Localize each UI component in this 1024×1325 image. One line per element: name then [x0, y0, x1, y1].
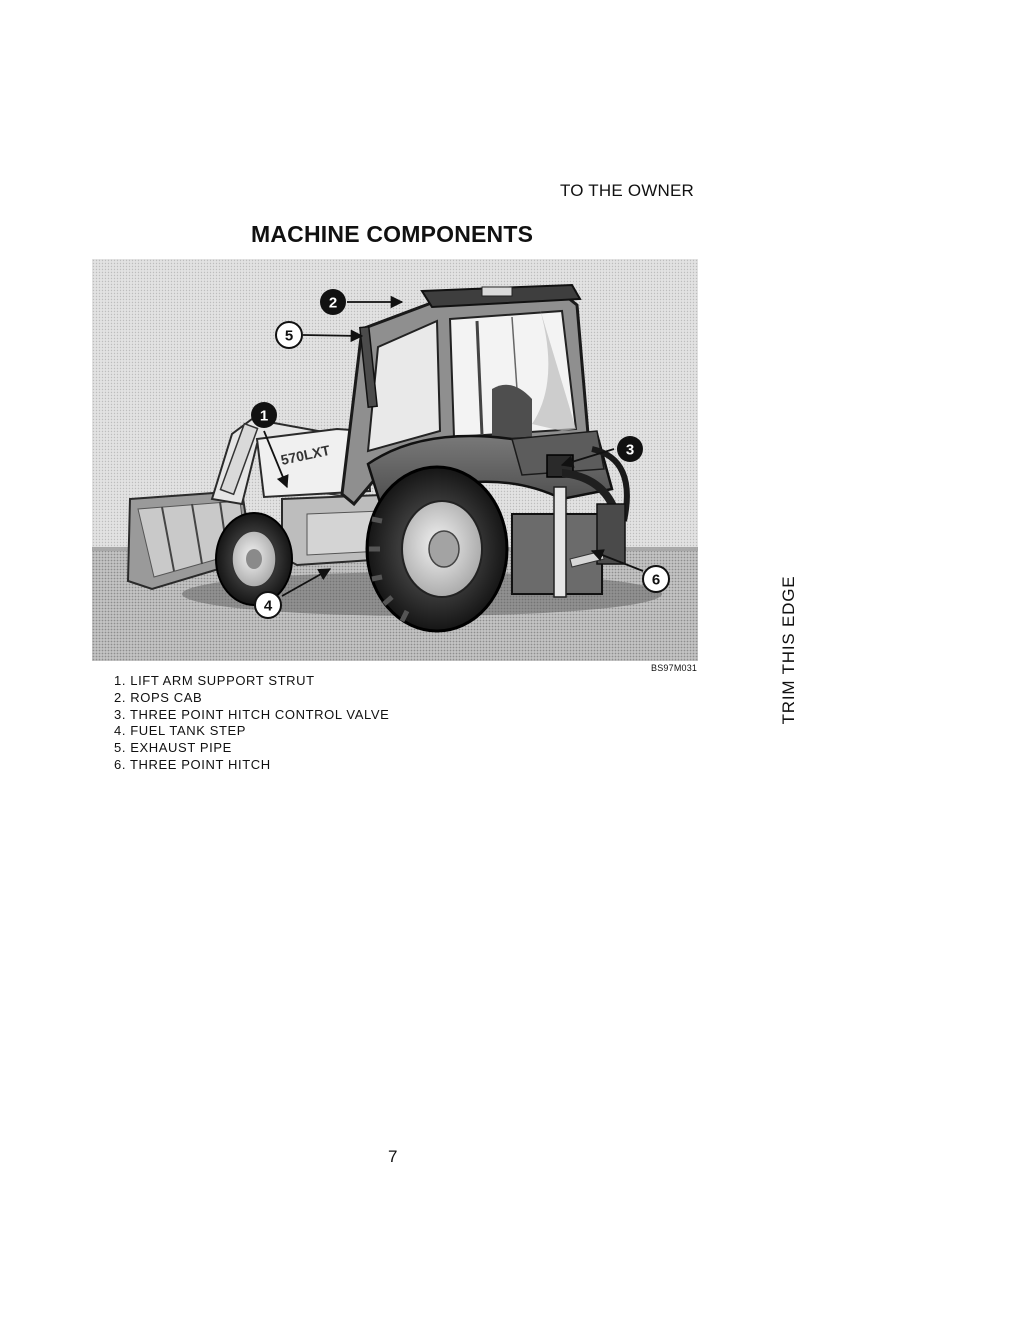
page-title: MACHINE COMPONENTS	[251, 221, 534, 247]
rear-wheel	[367, 467, 507, 631]
callout-5-label: 5	[284, 327, 294, 345]
legend-item: 5. EXHAUST PIPE	[114, 740, 232, 756]
page-number: 7	[388, 1147, 398, 1166]
callout-4-label: 4	[263, 597, 273, 615]
legend-item: 6. THREE POINT HITCH	[114, 756, 271, 772]
component-legend	[114, 673, 389, 774]
callout-1-label: 1	[259, 407, 269, 425]
callout-2-label: 2	[328, 294, 338, 312]
section-header: TO THE OWNER	[559, 181, 694, 200]
front-wheel	[216, 513, 292, 605]
model-decal: 570LXT	[279, 441, 332, 468]
trim-edge-label: TRIM THIS EDGE	[779, 575, 798, 725]
machine-photo	[92, 259, 698, 661]
legend-item: 3. THREE POINT HITCH CONTROL VALVE	[114, 706, 390, 722]
figure-code: BS97M031	[651, 663, 698, 673]
legend-item: 2. ROPS CAB	[114, 689, 203, 705]
legend-item: 4. FUEL TANK STEP	[114, 723, 247, 739]
callout-3-label: 3	[625, 441, 635, 459]
callout-6-label: 6	[651, 571, 661, 589]
legend-item: 1. LIFT ARM SUPPORT STRUT	[114, 673, 315, 688]
